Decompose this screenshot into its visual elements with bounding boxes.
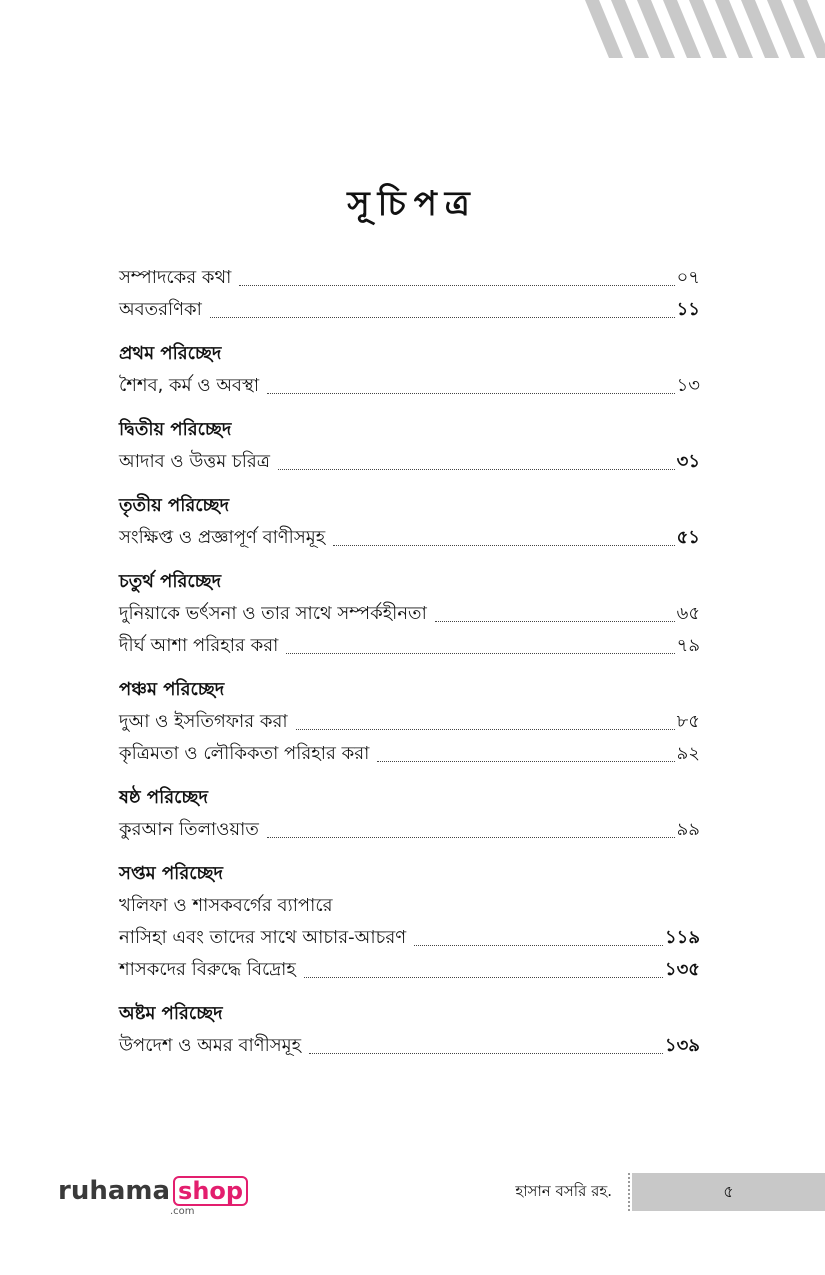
leader-dots [435,620,675,622]
ruhamashop-logo [58,1176,248,1216]
footer-book-title: হাসান বসরি রহ. [515,1182,612,1200]
toc-entry-label: দুআ ও ইসতিগফার করা [119,711,288,732]
toc-entry[interactable] [119,262,700,294]
toc-entry-label: আদাব ও উত্তম চরিত্র [119,451,270,472]
toc-entry-label: কুরআন তিলাওয়াত [119,819,259,840]
toc-entry-page: ০৭ [676,267,700,288]
toc-entry-label: খলিফা ও শাসকবর্গের ব্যাপারে [119,895,333,916]
toc-entry-label: শাসকদের বিরুদ্ধে বিদ্রোহ [119,959,296,980]
logo-text-ruhama: ruhama [58,1176,171,1206]
leader-dots [414,944,663,946]
toc-entry-page: ৩১ [676,451,700,472]
toc-entry[interactable] [119,738,700,770]
chapter-heading: তৃতীয় পরিচ্ছেদ [119,495,230,516]
leader-dots [267,392,675,394]
toc-entry[interactable] [119,706,700,738]
toc-entry-page: ৮৫ [676,711,700,732]
toc-entry-page: ১১ [676,299,700,320]
toc-entry-label: অবতরণিকা [119,299,202,320]
toc-entry[interactable] [119,294,700,326]
toc-entry-page: ৬৫ [676,603,700,624]
leader-dots [296,728,675,730]
toc-entry-label: সংক্ষিপ্ত ও প্রজ্ঞাপূর্ণ বাণীসমূহ [119,527,326,548]
page-title: সূচিপত্র [347,184,478,224]
chapter-heading: দ্বিতীয় পরিচ্ছেদ [119,419,232,440]
toc-entry-line [119,890,700,922]
leader-dots [286,652,674,654]
chapter-heading: সপ্তম পরিচ্ছেদ [119,863,223,884]
toc-entry-label: নাসিহা এবং তাদের সাথে আচার-আচরণ [119,927,407,948]
leader-dots [309,1052,663,1054]
chapter-heading: ষষ্ঠ পরিচ্ছেদ [119,787,208,808]
toc-entry-label: দীর্ঘ আশা পরিহার করা [119,635,279,656]
leader-dots [304,976,663,978]
toc-entry[interactable] [119,446,700,478]
toc-entry-page: ৭৯ [676,635,700,656]
leader-dots [333,544,674,546]
toc-entry[interactable] [119,954,700,986]
chapter-heading: অষ্টম পরিচ্ছেদ [119,1003,223,1024]
footer-page-bar [632,1173,825,1211]
logo-text-domain: .com [170,1206,195,1217]
toc-entry-page: ১৩৯ [664,1035,700,1056]
toc-entry-label: শৈশব, কর্ম ও অবস্থা [119,375,260,396]
leader-dots [267,836,675,838]
toc-entry[interactable] [119,814,700,846]
toc-entry[interactable] [119,598,700,630]
toc-entry-label: সম্পাদকের কথা [119,267,232,288]
toc-entry[interactable] [119,522,700,554]
chapter-heading: প্রথম পরিচ্ছেদ [119,343,222,364]
leader-dots [239,284,674,286]
toc-entry-page: ১৩ [676,375,700,396]
toc-entry-page: ৯৯ [676,819,700,840]
toc-entry-page: ১৩৫ [664,959,700,980]
chapter-heading: চতুর্থ পরিচ্ছেদ [119,571,222,592]
leader-dots [210,316,675,318]
toc-entry-label: দুনিয়াকে ভর্ৎসনা ও তার সাথে সম্পর্কহীনতা [119,603,427,624]
toc-entry-label: কৃত্রিমতা ও লৌকিকতা পরিহার করা [119,743,370,764]
leader-dots [278,468,675,470]
page-number: ৫ [723,1182,734,1201]
table-of-contents [119,262,700,1062]
corner-stripes-decoration [585,0,825,58]
chapter-heading: পঞ্চম পরিচ্ছেদ [119,679,225,700]
toc-entry[interactable] [119,1030,700,1062]
toc-entry-page: ৯২ [676,743,700,764]
toc-entry[interactable] [119,370,700,402]
leader-dots [377,760,674,762]
toc-entry[interactable] [119,922,700,954]
toc-entry-label: উপদেশ ও অমর বাণীসমূহ [119,1035,302,1056]
toc-entry[interactable] [119,630,700,662]
toc-entry-page: ১১৯ [664,927,700,948]
logo-text-shop: shop [173,1176,248,1206]
toc-entry-page: ৫১ [676,527,700,548]
